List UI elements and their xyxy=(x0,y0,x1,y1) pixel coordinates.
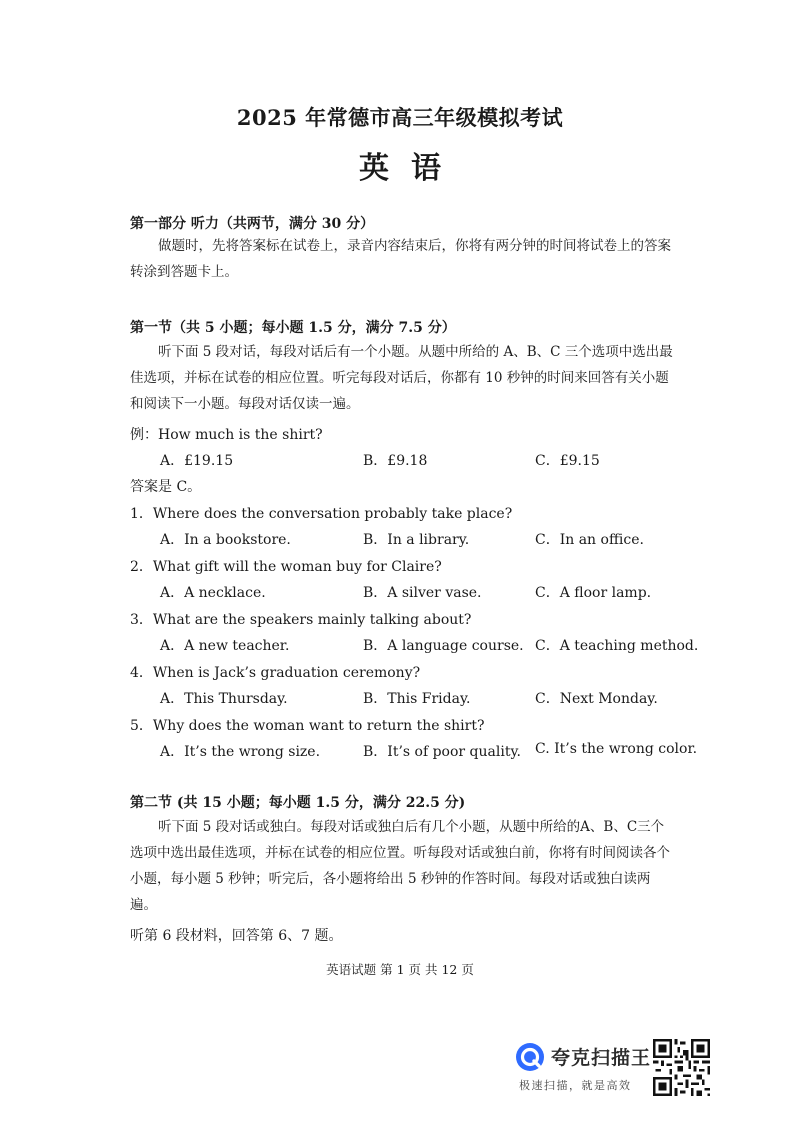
exam-title: 2025 年常德市高三年级模拟考试 xyxy=(236,105,564,130)
question-4-option-a: A．This Thursday. xyxy=(160,691,288,707)
subject-title: 英语 xyxy=(359,151,463,186)
question-4-option-c: C．Next Monday. xyxy=(535,691,658,707)
question-4-option-b: B．This Friday. xyxy=(363,691,471,707)
quark-logo-icon xyxy=(515,1042,545,1072)
question-2: 2．What gift will the woman buy for Claire? xyxy=(130,559,442,575)
question-5: 5．Why does the woman want to return the shirt? xyxy=(130,718,485,734)
example-option-c: C．£9.15 xyxy=(535,453,600,469)
section1-heading: 第一节（共 5 小题；每小题 1.5 分，满分 7.5 分） xyxy=(130,320,456,336)
question-1: 1．Where does the conversation probably take place? xyxy=(130,506,513,522)
question-3: 3．What are the speakers mainly talking about? xyxy=(130,612,472,628)
example-option-b: B．£9.18 xyxy=(363,453,428,469)
example-question: 例：How much is the shirt? xyxy=(130,427,323,443)
question-2-option-a: A．A necklace. xyxy=(160,585,266,601)
question-2-option-b: B．A silver vase. xyxy=(363,585,482,601)
part1-intro: 做题时，先将答案标在试卷上，录音内容结束后，你将有两分钟的时间将试卷上的答案转涂到答题卡上。 xyxy=(130,238,671,280)
scanner-watermark xyxy=(515,1040,655,1100)
question-1-option-c: C．In an office. xyxy=(535,532,644,548)
section2-instruction: 听第 6 段材料，回答第 6、7 题。 xyxy=(130,928,343,944)
question-1-option-a: A．In a bookstore. xyxy=(160,532,291,548)
question-5-option-b: B．It’s of poor quality. xyxy=(363,744,521,760)
question-4: 4．When is Jack’s graduation ceremony? xyxy=(130,665,421,681)
section2-heading: 第二节 (共 15 小题；每小题 1.5 分，满分 22.5 分) xyxy=(130,795,466,811)
qr-code-icon xyxy=(653,1039,710,1096)
question-3-option-c: C．A teaching method. xyxy=(535,638,699,654)
section1-intro: 听下面 5 段对话，每段对话后有一个小题。从题中所给的 A、B、C 三个选项中选出最佳选项，并标在试卷的相应位置。听完每段对话后，你都有 10 秒钟的时间来回答有关小题和阅读下一小题。每段对话仅读一遍。 xyxy=(130,344,673,412)
question-3-option-b: B．A language course. xyxy=(363,638,524,654)
part1-heading: 第一部分 听力（共两节，满分 30 分） xyxy=(130,216,375,232)
example-option-a: A．£19.15 xyxy=(160,453,234,469)
section2-intro: 听下面 5 段对话或独白。每段对话或独白后有几个小题，从题中所给的A、B、C三个选项中选出最佳选项，并标在试卷的相应位置。听每段对话或独白前，你将有时间阅读各个小题，每小题 5 秒钟；听完后，各小题将给出 5 秒钟的作答时间。每段对话或独白读两遍。 xyxy=(130,819,670,913)
brand-slogan: 极速扫描，就是高效 xyxy=(519,1079,632,1092)
question-5-option-a: A．It’s the wrong size. xyxy=(160,744,321,760)
question-3-option-a: A．A new teacher. xyxy=(160,638,290,654)
example-answer: 答案是 C。 xyxy=(130,479,202,495)
question-5-option-c: C. It’s the wrong color. xyxy=(535,741,698,757)
brand-name: 夸克扫描王 xyxy=(551,1047,652,1069)
question-1-option-b: B．In a library. xyxy=(363,532,470,548)
question-2-option-c: C．A floor lamp. xyxy=(535,585,652,601)
page-footer: 英语试题 第 1 页 共 12 页 xyxy=(326,962,474,977)
